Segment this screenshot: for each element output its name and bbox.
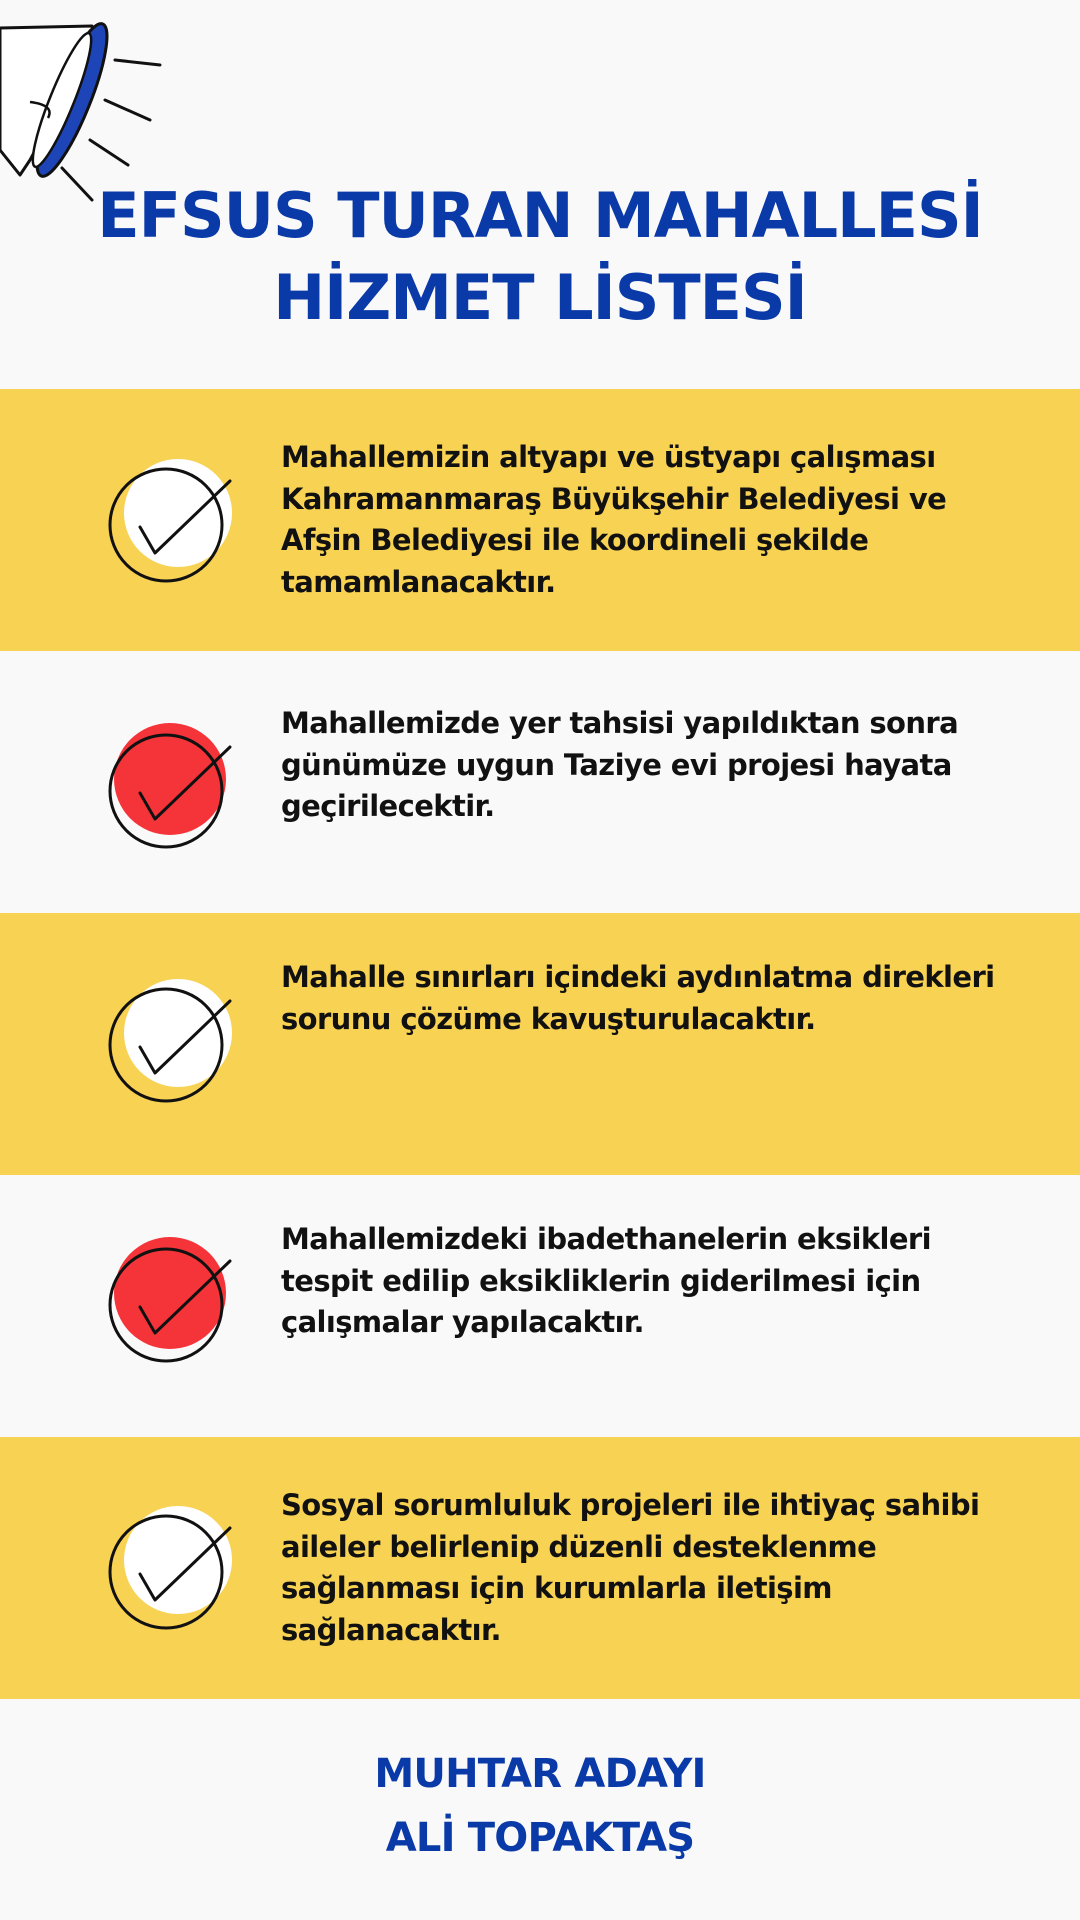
checkmark-icon bbox=[100, 1502, 240, 1642]
checkmark-icon bbox=[100, 719, 240, 859]
service-item-text-5: Sosyal sorumluluk projeleri ile ihtiyaç sahibi aileler belirlenip düzenli desteklenme sağlanması için kurumlarla iletişim sağlanacaktır. bbox=[281, 1488, 980, 1647]
service-item-text-2: Mahallemizde yer tahsisi yapıldıktan sonra günümüze uygun Taziye evi projesi hayata geçirilecektir. bbox=[281, 706, 959, 823]
service-item-text-1: Mahallemizin altyapı ve üstyapı çalışması Kahramanmaraş Büyükşehir Belediyesi ve Afşin Belediyesi ile koordineli şekilde tamamlanacaktır. bbox=[281, 440, 947, 599]
checkmark-icon bbox=[100, 455, 240, 595]
title-line-1: EFSUS TURAN MAHALLESİ bbox=[97, 179, 983, 252]
title-line-2: HİZMET LİSTESİ bbox=[273, 261, 807, 334]
checkmark-icon bbox=[100, 1233, 240, 1373]
service-item-text-4: Mahallemizdeki ibadethanelerin eksikleri tespit edilip eksikliklerin giderilmesi için çalışmalar yapılacaktır. bbox=[281, 1222, 931, 1339]
footer-name: ALİ TOPAKTAŞ bbox=[385, 1815, 695, 1861]
candidate-signature bbox=[0, 1742, 1080, 1870]
checkmark-icon bbox=[100, 975, 240, 1115]
footer-role: MUHTAR ADAYI bbox=[374, 1751, 706, 1797]
service-item-text-3: Mahalle sınırları içindeki aydınlatma direkleri sorunu çözüme kavuşturulacaktır. bbox=[281, 960, 995, 1036]
page-title bbox=[0, 175, 1080, 339]
